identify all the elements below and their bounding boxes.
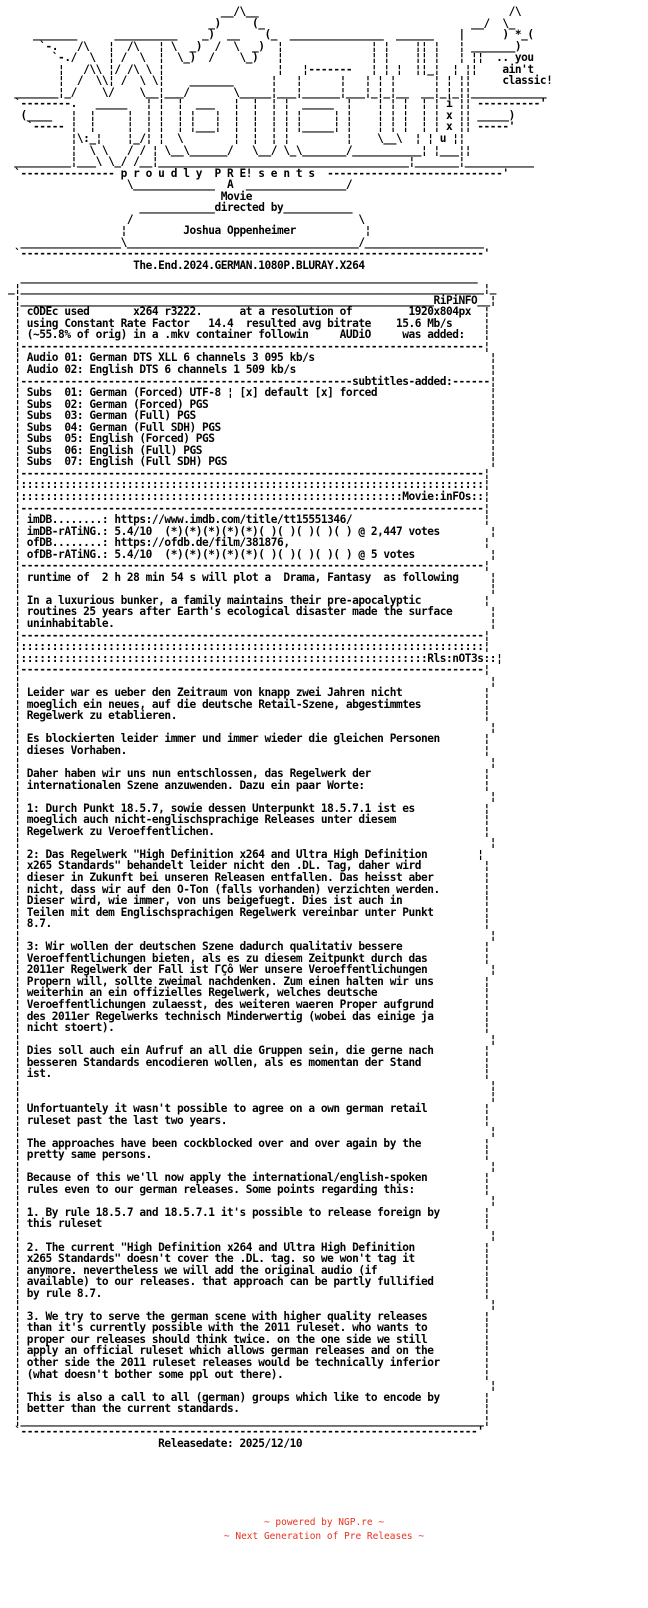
powered-by-text: ~ powered by NGP.re ~	[263, 1517, 385, 1528]
nfo-text: __/\__ /\ _) (_ __/ \_ _______ __________ _) __ (_ _______________ ______ | ) *_( `-. /\ ¦ /\ ¦ \ _) / \ _) ¦ ¦ ¦ ¦¦ ¦ ¦ _______) `-./ \ ¦ / \ ¦ \_) / \_) ¦ ¦ ¦ ¦¦ ¦ ¦ ¦¦ .. you ¦ /\\ ¦/ /\ \ ¦ ¦ ¦------- ¦ ¦ ¦ ¦¦_¦ ¦ ¦¦ ain't ¦ / \\¦ / \ \¦ _______ ¦ ¦ ¦ ¦ ¦ ¦ ¦ ¦ ¦¦ classic! _______¦_/ \/ \__¦___/ \_____¦___¦______¦___¦_¦_¦__ __¦_¦_¦¦____________ `--------. _____ ¦ ¦ ¦ ___ ¦ ¦ ¦ ¦ _____ ¦ ¦ ¦ ¦ ¦ ¦ i ¦¦ ----------' (____ ¦ ¦ ¦ ¦ ¦ ¦ ¦ ¦ ¦ ¦ ¦ ¦ ¦ ¦ ¦ ¦ ¦ ¦ ¦ ¦ x ¦¦ _____) `----- ¦ ¦ ¦ ¦ ¦ ¦ ¦___¦ ¦ ¦ ¦ ¦ ¦_____¦ ¦ ¦ ¦ ¦ ¦ ¦ x ¦¦ -----' ¦\:_¦ ¦_/¦ ¦ \ ¦ ¦ ¦ ¦ ¦ \__\ ¦ ¦ u ¦¦ ¦ \ \ / / ¦ \__\______/ \__/ \_\_______/___________¦ ¦___¦¦ _________¦___\ \_/ /__¦________________________________________¦_______¦___________ `--------------- p r o u d l y P R E! s e n t s ----------------------------' \_____________ A ________________/ Movie ____________directed by___________ / \ ¦ Joshua Oppenheimer ¦ ________________\_____________________________________/___________________ `--------------------------------------------------------------------------' The.End.2024.GERMAN.1080P.BLURAY.X264 _________________________________________________________________________ _¦__________________________________________________________________________¦_ ¦__________________________________________________________________RiPiNFO__¦ ¦ cODEc used x264 r3222. at a resolution of 1920x804px ¦ ¦ using Constant Rate Factor 14.4 resulted avg bitrate 15.6 Mb/s ¦ ¦ (~55.8% of orig) in a .mkv container followin AUDiO was added: ¦ ¦--------------------------------------------------------------------------¦ ¦ Audio 01: German DTS XLL 6 channels 3 095 kb/s ¦ ¦ Audio 02: English DTS 6 channels 1 509 kb/s ¦ ¦-----------------------------------------------------subtitles-added:------¦ ¦ Subs 01: German (Forced) UTF-8 ¦ [x] default [x] forced ¦ ¦ Subs 02: German (Forced) PGS ¦ ¦ Subs 03: German (Full) PGS ¦ ¦ Subs 04: German (Full SDH) PGS ¦ ¦ Subs 05: English (Forced) PGS ¦ ¦ Subs 06: English (Full) PGS ¦ ¦ Subs 07: English (Full SDH) PGS ¦ ¦--------------------------------------------------------------------------¦ ¦::::::::::::::::::::::::::::::::::::::::::::::::::::::::::::::::::::::::::¦ ¦:::::::::::::::::::::::::::::::::::::::::::::::::::::::::::::Movie:inFOs::¦ ¦--------------------------------------------------------------------------¦ ¦ imDB........: https://www.imdb.com/title/tt15551346/ ¦ ¦ imDB-rATiNG.: 5.4/10 (*)(*)(*)(*)(*)( )( )( )( )( ) @ 2,447 votes ¦ ¦ ofDB........: https://ofdb.de/film/381876, ¦ ¦ ofDB-rATiNG.: 5.4/10 (*)(*)(*)(*)(*)( )( )( )( )( ) @ 5 votes ¦ ¦--------------------------------------------------------------------------¦ ¦ runtime of 2 h 28 min 54 s will plot a Drama, Fantasy as following ¦ ¦ ¦ ¦ In a luxurious bunker, a family maintains their pre-apocalyptic ¦ ¦ routines 25 years after Earth's ecological disaster made the surface ¦ ¦ uninhabitable. ¦ ¦--------------------------------------------------------------------------¦ ¦::::::::::::::::::::::::::::::::::::::::::::::::::::::::::::::::::::::::::¦ ¦:::::::::::::::::::::::::::::::::::::::::::::::::::::::::::::::::Rls:nOT3s::¦ ¦--------------------------------------------------------------------------¦ ¦ ¦ ¦ Leider war es ueber den Zeitraum von knapp zwei Jahren nicht ¦ ¦ moeglich ein neues, auf die deutsche Retail-Szene, abgestimmtes ¦ ¦ Regelwerk zu etablieren. ¦ ¦ ¦ ¦ Es blockierten leider immer und immer wieder die gleichen Personen ¦ ¦ dieses Vorhaben. ¦ ¦ ¦ ¦ Daher haben wir uns nun entschlossen, das Regelwerk der ¦ ¦ internationalen Szene anzuwenden. Dazu ein paar Worte: ¦ ¦ ¦ ¦ 1: Durch Punkt 18.5.7, sowie dessen Unterpunkt 18.5.7.1 ist es ¦ ¦ moeglich auch nicht-englischsprachige Releases unter diesem ¦ ¦ Regelwerk zu Veroeffentlichen. ¦ ¦ ¦ ¦ 2: Das Regelwerk "High Definition x264 and Ultra High Definition ¦ ¦ x265 Standards" behandelt leider nicht den .DL. Tag, daher wird ¦ ¦ dieser in Zukunft bei unseren Releasen entfallen. Das heisst aber ¦ ¦ nicht, dass wir auf den O-Ton (falls vorhanden) verzichten werden. ¦ ¦ Dieser wird, wie immer, von uns beigefuegt. Dies ist auch in ¦ ¦ Teilen mit dem Englischsprachigen Regelwerk vereinbar unter Punkt ¦ ¦ 8.7. ¦ ¦ ¦ ¦ 3: Wir wollen der deutschen Szene dadurch qualitativ bessere ¦ ¦ Veroeffentlichungen bieten, als es zu diesem Zeitpunkt durch das ¦ ¦ 2011er Regelwerk der Fall ist ΓÇô Wer unsere Veroeffentlichungen ¦ ¦ Propern will, sollte zweimal nachdenken. Zum einen halten wir uns ¦ ¦ weiterhin an ein offizielles Regelwerk, welches deutsche ¦ ¦ Veroeffentlichungen zulaesst, des weiteren waeren Proper aufgrund ¦ ¦ des 2011er Regelwerks technisch Minderwertig (wobei das einige ja ¦ ¦ nicht stoert). ¦ ¦ ¦ ¦ Dies soll auch ein Aufruf an all die Gruppen sein, die gerne nach ¦ ¦ besseren Standards encodieren wollen, als es momentan der Stand ¦ ¦ ist. ¦ ¦ ¦ ¦ ¦ ¦ Unfortuantely it wasn't possible to agree on a own german retail ¦ ¦ ruleset past the last two years. ¦ ¦ ¦ ¦ The approaches have been cockblocked over and over again by the ¦ ¦ pretty same persons. ¦ ¦ ¦ ¦ Because of this we'll now apply the international/english-spoken ¦ ¦ rules even to our german releases. Some points regarding this: ¦ ¦ ¦ ¦ 1. By rule 18.5.7 and 18.5.7.1 it's possible to release foreign by ¦ ¦ this ruleset ¦ ¦ ¦ ¦ 2. The current "High Definition x264 and Ultra High Definition ¦ ¦ x265 Standards" doesn't cover the .DL. tag. so we won't tag it ¦ ¦ anymore. nevertheless we will add the original audio (if ¦ ¦ available) to our releases. that approach can be partly fullified ¦ ¦ by rule 8.7. ¦ ¦ ¦ ¦ 3. We try to serve the german scene with higher quality releases ¦ ¦ than it's currently possible with the 2011 ruleset. who wants to ¦ ¦ proper our releases should think twice. on the one side we still ¦ ¦ apply an official ruleset which allows german releases and on the ¦ ¦ other side the 2011 ruleset releases would be technically inferior ¦ ¦ (what doesn't bother some ppl out there). ¦ ¦ ¦ ¦ This is also a call to all (german) groups which like to encode by ¦ ¦ better than the current standards. ¦ ¦__________________________________________________________________________¦ `-------------------------------------------------------------------------' Releasedate: 2025/12/10	[8, 5, 553, 1450]
tagline-text: ~ Next Generation of Pre Releases ~	[223, 1531, 425, 1542]
